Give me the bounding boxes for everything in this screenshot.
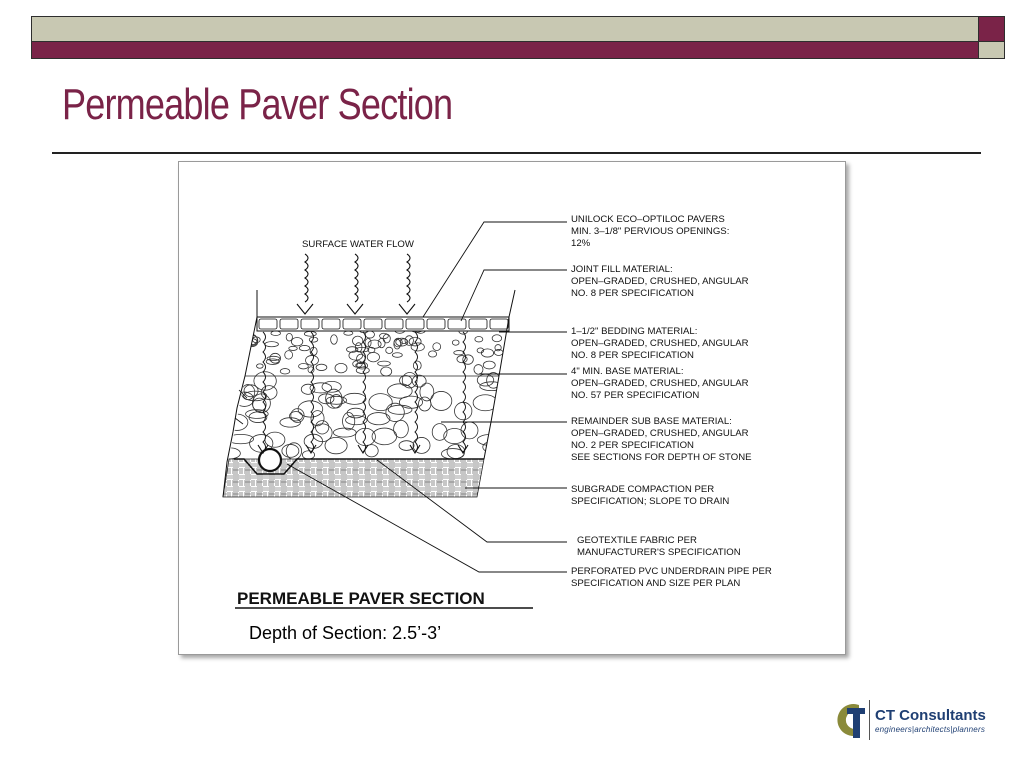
ct-logo-mark xyxy=(833,698,867,742)
slide-title: Permeable Paver Section xyxy=(62,80,453,129)
logo-divider xyxy=(869,700,870,740)
paver-course xyxy=(257,317,509,331)
section-drawing xyxy=(178,161,846,655)
header-band-tan xyxy=(31,16,979,42)
depth-caption: Depth of Section: 2.5’-3’ xyxy=(249,623,442,643)
callout-labels xyxy=(571,214,774,589)
callout-base: 4" MIN. BASE MATERIAL: OPEN–GRADED, CRUSHED, ANGULAR NO. 57 PER SPECIFICATION xyxy=(571,366,749,401)
drawing-title: PERMEABLE PAVER SECTION xyxy=(237,589,485,608)
header-band-maroon xyxy=(31,41,979,59)
header-corner-tan xyxy=(978,41,1005,59)
callout-underdrain: PERFORATED PVC UNDERDRAIN PIPE PER SPECIFICATION AND SIZE PER PLAN xyxy=(571,566,772,589)
company-logo xyxy=(833,698,993,742)
logo-company-name: CT Consultants xyxy=(875,707,986,724)
callout-subgrade: SUBGRADE COMPACTION PER SPECIFICATION; SLOPE TO DRAIN xyxy=(571,484,730,507)
logo-tagline: engineers|architects|planners xyxy=(875,725,986,734)
callout-sub-base: REMAINDER SUB BASE MATERIAL: OPEN–GRADED, CRUSHED, ANGULAR NO. 2 PER SPECIFICATION SEE SECTIONS FOR DEPTH OF STONE xyxy=(571,416,752,463)
callout-pavers: UNILOCK ECO–OPTILOC PAVERS MIN. 3–1/8" PERVIOUS OPENINGS: 12% xyxy=(571,214,730,249)
callout-bedding: 1–1/2" BEDDING MATERIAL: OPEN–GRADED, CRUSHED, ANGULAR NO. 8 PER SPECIFICATION xyxy=(571,326,749,361)
header-corner-maroon xyxy=(978,16,1005,42)
callout-joint-fill: JOINT FILL MATERIAL: OPEN–GRADED, CRUSHED, ANGULAR NO. 8 PER SPECIFICATION xyxy=(571,264,749,299)
callout-geotextile: GEOTEXTILE FABRIC PER MANUFACTURER'S SPECIFICATION xyxy=(577,535,741,558)
section-drawing-svg xyxy=(179,162,845,654)
title-divider xyxy=(52,152,981,154)
surface-water-flow-label: SURFACE WATER FLOW xyxy=(302,239,414,250)
